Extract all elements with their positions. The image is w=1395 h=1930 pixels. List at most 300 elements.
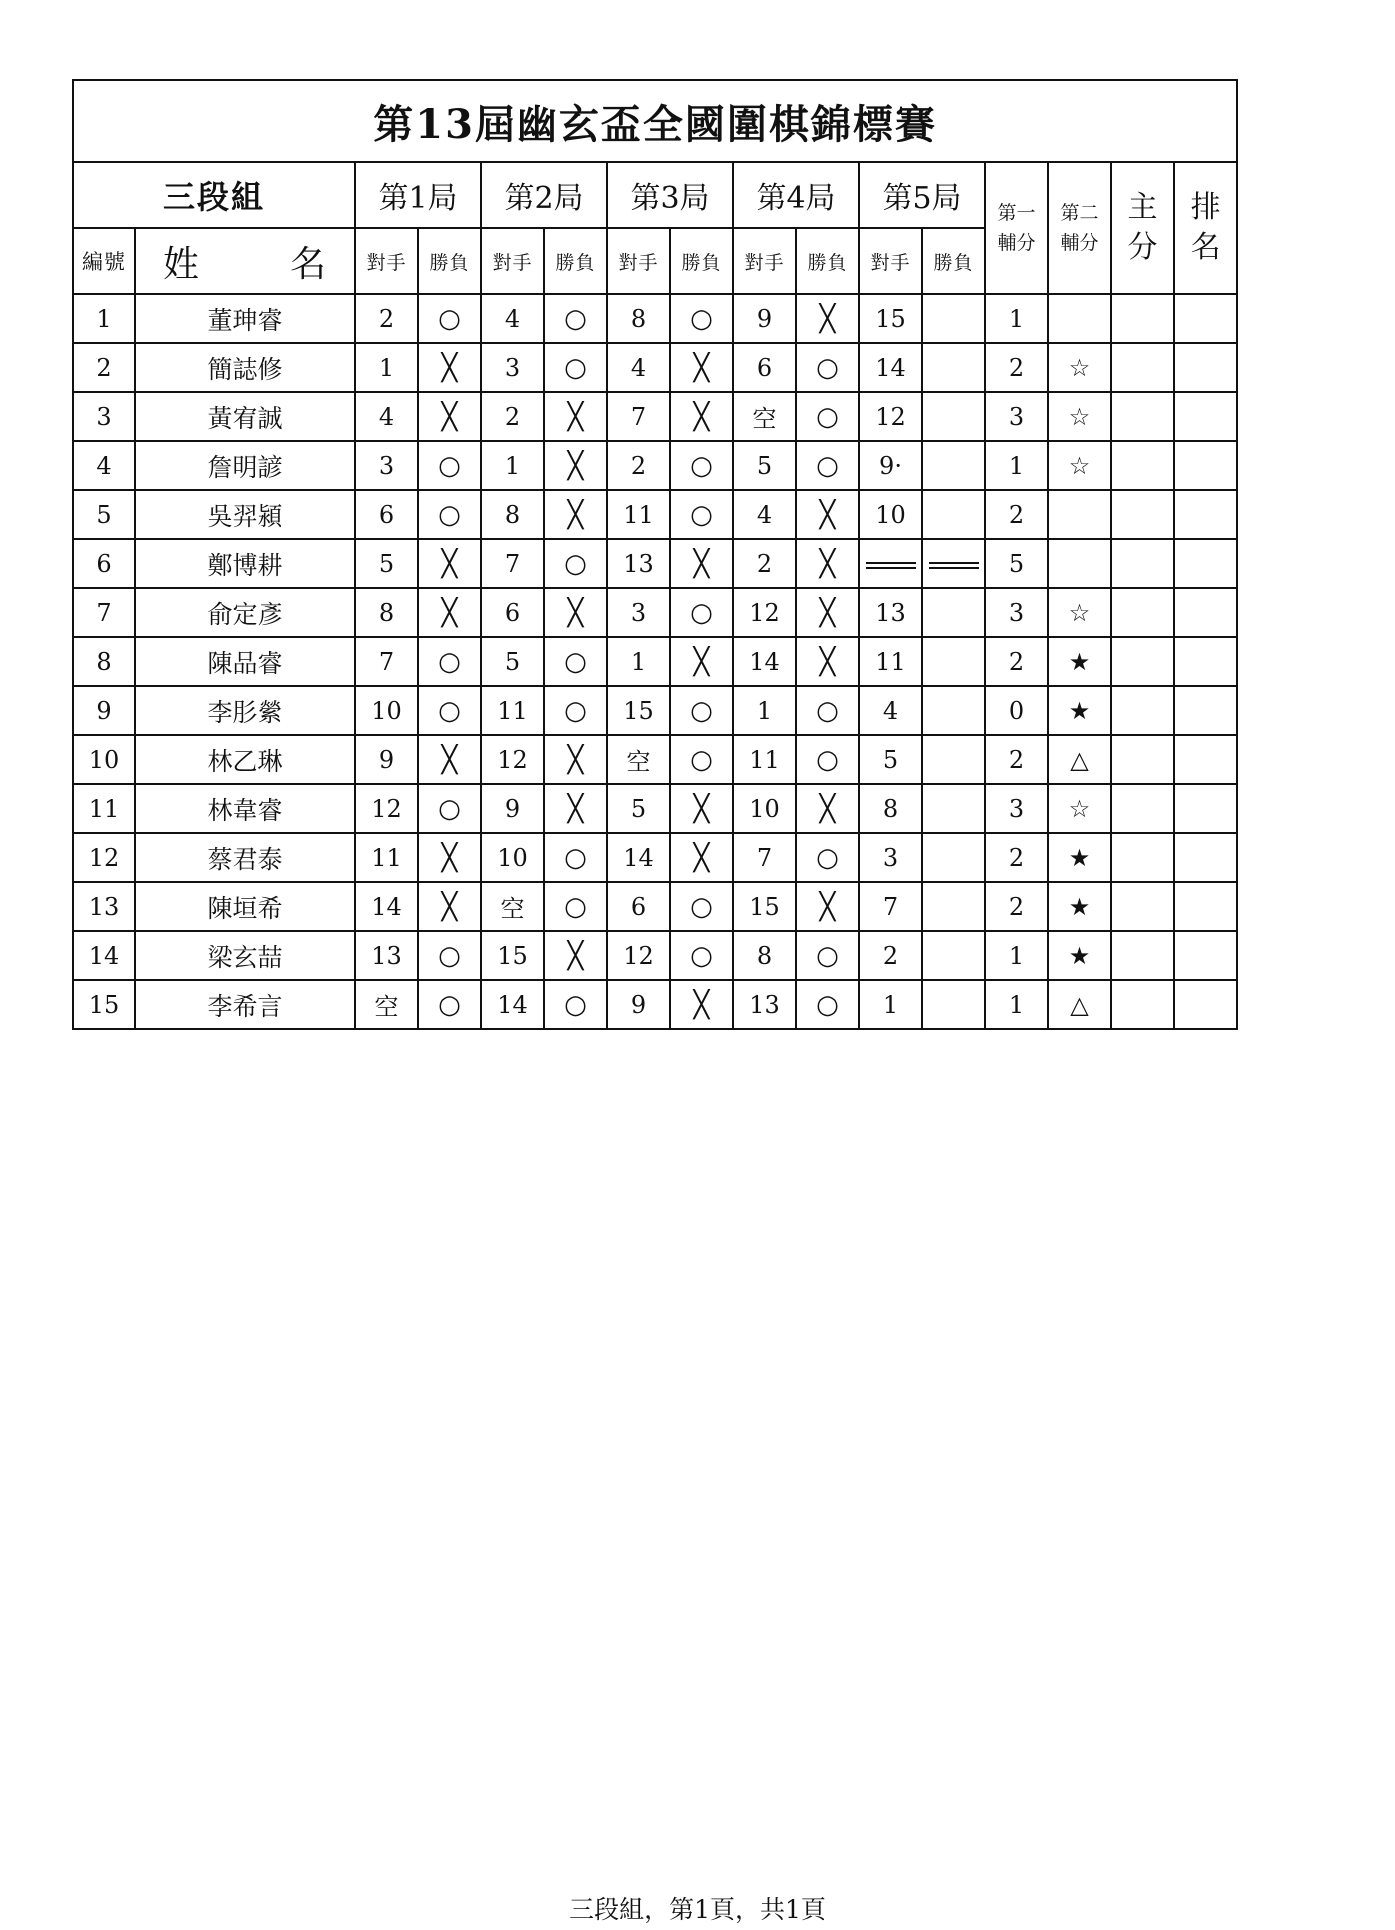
main-score-cell	[1111, 441, 1174, 490]
result-cell	[796, 588, 859, 637]
tiebreak-1-cell: 5	[985, 539, 1048, 588]
opponent-cell: 13	[859, 588, 922, 637]
round-4-header: 第4局	[733, 162, 859, 228]
opponent-cell: 2	[481, 392, 544, 441]
opponent-cell: 9	[607, 980, 670, 1029]
double-line-mark	[929, 562, 979, 569]
player-name: 李肜縈	[135, 686, 355, 735]
opponent-cell: 8	[481, 490, 544, 539]
opponent-cell: 4	[355, 392, 418, 441]
result-cell	[796, 784, 859, 833]
tiebreak-1-cell: 3	[985, 588, 1048, 637]
rank-cell	[1174, 980, 1237, 1029]
rank-cell	[1174, 539, 1237, 588]
result-header: 勝負	[544, 228, 607, 294]
opponent-cell: 1	[355, 343, 418, 392]
opponent-cell: 10	[355, 686, 418, 735]
number-column-header: 編號	[73, 228, 135, 294]
result-cell	[796, 343, 859, 392]
tiebreak-1-cell: 2	[985, 882, 1048, 931]
rank-cell	[1174, 343, 1237, 392]
win-circle-icon: ○	[438, 695, 461, 726]
rank-cell	[1174, 588, 1237, 637]
opponent-header: 對手	[355, 228, 418, 294]
opponent-cell: 13	[733, 980, 796, 1029]
win-circle-icon: ○	[438, 793, 461, 824]
player-row	[73, 343, 1237, 392]
loss-cross-icon: ╳	[441, 842, 458, 873]
result-cell	[418, 637, 481, 686]
player-row	[73, 686, 1237, 735]
main-score-cell	[1111, 343, 1174, 392]
opponent-cell: 3	[607, 588, 670, 637]
opponent-cell: 4	[481, 294, 544, 343]
tiebreak-1-cell: 2	[985, 833, 1048, 882]
player-number: 1	[73, 294, 135, 343]
win-circle-icon: ○	[438, 450, 461, 481]
player-number: 11	[73, 784, 135, 833]
name-label-2: 名	[290, 243, 328, 285]
opponent-cell: 15	[859, 294, 922, 343]
opponent-cell: 2	[859, 931, 922, 980]
player-number: 15	[73, 980, 135, 1029]
player-number: 7	[73, 588, 135, 637]
opponent-header: 對手	[481, 228, 544, 294]
main-score-cell	[1111, 392, 1174, 441]
tiebreak-2-cell: ★	[1048, 637, 1111, 686]
result-cell	[544, 343, 607, 392]
opponent-cell: 2	[355, 294, 418, 343]
player-name: 簡誌修	[135, 343, 355, 392]
tiebreak-2-cell: ☆	[1048, 784, 1111, 833]
loss-cross-icon: ╳	[693, 842, 710, 873]
round-5-header: 第5局	[859, 162, 985, 228]
loss-cross-icon: ╳	[567, 940, 584, 971]
opponent-cell: 3	[355, 441, 418, 490]
opponent-cell-dash	[859, 539, 922, 588]
opponent-cell: 1	[481, 441, 544, 490]
result-cell	[922, 392, 985, 441]
tiebreak-1-cell: 2	[985, 735, 1048, 784]
player-name: 梁玄喆	[135, 931, 355, 980]
loss-cross-icon: ╳	[693, 646, 710, 677]
result-cell	[544, 686, 607, 735]
loss-cross-icon: ╳	[819, 793, 836, 824]
main-score-cell	[1111, 735, 1174, 784]
player-row	[73, 882, 1237, 931]
player-number: 8	[73, 637, 135, 686]
win-circle-icon: ○	[564, 695, 587, 726]
win-circle-icon: ○	[690, 695, 713, 726]
result-cell	[670, 392, 733, 441]
result-cell	[418, 784, 481, 833]
main-score-cell	[1111, 588, 1174, 637]
player-number: 3	[73, 392, 135, 441]
opponent-cell: 4	[859, 686, 922, 735]
player-number: 6	[73, 539, 135, 588]
rank-cell	[1174, 735, 1237, 784]
player-number: 2	[73, 343, 135, 392]
result-header: 勝負	[418, 228, 481, 294]
result-cell	[544, 392, 607, 441]
main-score-cell	[1111, 490, 1174, 539]
name-label-1: 姓	[162, 243, 200, 285]
result-cell	[418, 735, 481, 784]
opponent-cell: 9·	[859, 441, 922, 490]
opponent-cell: 7	[481, 539, 544, 588]
opponent-cell: 9	[481, 784, 544, 833]
opponent-cell: 5	[859, 735, 922, 784]
loss-cross-icon: ╳	[819, 646, 836, 677]
win-circle-icon: ○	[564, 989, 587, 1020]
opponent-cell: 7	[733, 833, 796, 882]
player-number: 4	[73, 441, 135, 490]
result-cell	[670, 784, 733, 833]
tiebreak-1-cell: 1	[985, 980, 1048, 1029]
tiebreak-2-header	[1048, 162, 1111, 294]
player-row	[73, 980, 1237, 1029]
tiebreak-2-cell: ☆	[1048, 392, 1111, 441]
opponent-cell: 10	[481, 833, 544, 882]
loss-cross-icon: ╳	[441, 352, 458, 383]
player-row	[73, 588, 1237, 637]
tiebreak-1-cell: 1	[985, 441, 1048, 490]
opponent-cell: 8	[607, 294, 670, 343]
result-cell	[418, 294, 481, 343]
tiebreak-1-cell: 0	[985, 686, 1048, 735]
tiebreak-2-cell: ★	[1048, 882, 1111, 931]
opponent-cell: 空	[733, 392, 796, 441]
double-line-mark	[866, 562, 916, 569]
player-number: 12	[73, 833, 135, 882]
result-cell	[796, 833, 859, 882]
result-cell	[922, 882, 985, 931]
opponent-cell: 5	[355, 539, 418, 588]
result-cell	[670, 588, 733, 637]
result-header: 勝負	[796, 228, 859, 294]
result-cell	[670, 490, 733, 539]
win-circle-icon: ○	[564, 303, 587, 334]
result-cell	[922, 294, 985, 343]
player-row	[73, 392, 1237, 441]
loss-cross-icon: ╳	[819, 891, 836, 922]
tiebreak-2-cell: ★	[1048, 931, 1111, 980]
loss-cross-icon: ╳	[441, 548, 458, 579]
result-cell	[670, 539, 733, 588]
main-score-line-2: 分	[1127, 230, 1158, 265]
opponent-cell: 2	[733, 539, 796, 588]
player-row	[73, 490, 1237, 539]
main-score-cell	[1111, 294, 1174, 343]
result-cell	[922, 490, 985, 539]
opponent-cell: 11	[607, 490, 670, 539]
round-3-header: 第3局	[607, 162, 733, 228]
win-circle-icon: ○	[816, 744, 839, 775]
result-cell	[418, 686, 481, 735]
opponent-cell: 9	[733, 294, 796, 343]
result-cell	[922, 980, 985, 1029]
result-cell	[544, 441, 607, 490]
rank-cell	[1174, 882, 1237, 931]
loss-cross-icon: ╳	[693, 793, 710, 824]
player-number: 14	[73, 931, 135, 980]
result-cell	[922, 441, 985, 490]
loss-cross-icon: ╳	[567, 793, 584, 824]
result-cell	[922, 931, 985, 980]
opponent-cell: 1	[733, 686, 796, 735]
opponent-cell: 14	[355, 882, 418, 931]
opponent-cell: 11	[859, 637, 922, 686]
main-score-cell	[1111, 539, 1174, 588]
win-circle-icon: ○	[438, 303, 461, 334]
win-circle-icon: ○	[564, 548, 587, 579]
opponent-cell: 12	[481, 735, 544, 784]
player-name: 陳品睿	[135, 637, 355, 686]
opponent-cell: 1	[859, 980, 922, 1029]
opponent-cell: 12	[607, 931, 670, 980]
tiebreak-2-cell: ★	[1048, 833, 1111, 882]
result-cell	[922, 343, 985, 392]
player-row	[73, 931, 1237, 980]
result-cell	[796, 441, 859, 490]
win-circle-icon: ○	[690, 940, 713, 971]
result-cell	[418, 833, 481, 882]
round-1-header: 第1局	[355, 162, 481, 228]
rank-line-2: 名	[1190, 230, 1221, 265]
loss-cross-icon: ╳	[441, 891, 458, 922]
win-circle-icon: ○	[564, 891, 587, 922]
win-circle-icon: ○	[690, 597, 713, 628]
result-cell	[796, 490, 859, 539]
opponent-cell: 1	[607, 637, 670, 686]
opponent-cell: 5	[733, 441, 796, 490]
result-cell	[544, 588, 607, 637]
rank-cell	[1174, 784, 1237, 833]
tiebreak-1-cell: 2	[985, 343, 1048, 392]
result-cell	[796, 637, 859, 686]
tiebreak-2-cell: △	[1048, 735, 1111, 784]
result-cell	[418, 980, 481, 1029]
main-score-cell	[1111, 833, 1174, 882]
player-name: 黃宥誠	[135, 392, 355, 441]
opponent-cell: 6	[607, 882, 670, 931]
win-circle-icon: ○	[690, 891, 713, 922]
loss-cross-icon: ╳	[819, 597, 836, 628]
loss-cross-icon: ╳	[567, 450, 584, 481]
rank-cell	[1174, 490, 1237, 539]
loss-cross-icon: ╳	[819, 548, 836, 579]
result-cell	[418, 539, 481, 588]
result-header: 勝負	[922, 228, 985, 294]
rank-line-1: 排	[1190, 190, 1221, 225]
opponent-cell: 6	[733, 343, 796, 392]
result-cell	[544, 980, 607, 1029]
opponent-cell: 6	[481, 588, 544, 637]
result-cell	[670, 882, 733, 931]
player-number: 10	[73, 735, 135, 784]
group-name: 三段組	[73, 162, 355, 228]
rank-cell	[1174, 637, 1237, 686]
opponent-cell: 4	[733, 490, 796, 539]
result-cell	[418, 588, 481, 637]
win-circle-icon: ○	[564, 352, 587, 383]
opponent-cell: 空	[481, 882, 544, 931]
result-cell	[670, 931, 733, 980]
name-column-header	[135, 228, 355, 294]
player-name: 俞定彥	[135, 588, 355, 637]
result-cell-dash	[922, 539, 985, 588]
loss-cross-icon: ╳	[441, 401, 458, 432]
opponent-cell: 14	[859, 343, 922, 392]
loss-cross-icon: ╳	[567, 401, 584, 432]
tiebreak-2-cell	[1048, 294, 1111, 343]
opponent-cell: 6	[355, 490, 418, 539]
win-circle-icon: ○	[438, 940, 461, 971]
loss-cross-icon: ╳	[693, 401, 710, 432]
win-circle-icon: ○	[690, 303, 713, 334]
result-cell	[922, 735, 985, 784]
rank-cell	[1174, 392, 1237, 441]
opponent-cell: 12	[355, 784, 418, 833]
tiebreak-1-cell: 1	[985, 931, 1048, 980]
opponent-cell: 15	[733, 882, 796, 931]
tiebreak-2-cell	[1048, 539, 1111, 588]
result-cell	[796, 882, 859, 931]
result-cell	[922, 833, 985, 882]
tiebreak-2-line-2: 輔分	[1060, 232, 1099, 254]
win-circle-icon: ○	[438, 646, 461, 677]
result-cell	[922, 784, 985, 833]
player-row	[73, 735, 1237, 784]
loss-cross-icon: ╳	[567, 744, 584, 775]
player-name: 陳垣希	[135, 882, 355, 931]
win-circle-icon: ○	[690, 744, 713, 775]
opponent-cell: 14	[733, 637, 796, 686]
result-cell	[418, 882, 481, 931]
result-cell	[670, 686, 733, 735]
player-name: 董珅睿	[135, 294, 355, 343]
result-cell	[670, 637, 733, 686]
result-cell	[544, 735, 607, 784]
main-score-header	[1111, 162, 1174, 294]
result-cell	[418, 343, 481, 392]
opponent-header: 對手	[859, 228, 922, 294]
loss-cross-icon: ╳	[441, 744, 458, 775]
result-cell	[670, 833, 733, 882]
opponent-cell: 5	[481, 637, 544, 686]
tiebreak-2-cell: △	[1048, 980, 1111, 1029]
opponent-cell: 13	[607, 539, 670, 588]
opponent-cell: 12	[859, 392, 922, 441]
loss-cross-icon: ╳	[819, 499, 836, 530]
result-cell	[796, 539, 859, 588]
player-row	[73, 637, 1237, 686]
opponent-cell: 空	[355, 980, 418, 1029]
result-cell	[796, 735, 859, 784]
player-number: 9	[73, 686, 135, 735]
result-cell	[418, 392, 481, 441]
tiebreak-1-line-1: 第一	[997, 202, 1036, 224]
result-cell	[922, 637, 985, 686]
loss-cross-icon: ╳	[819, 303, 836, 334]
loss-cross-icon: ╳	[693, 989, 710, 1020]
player-name: 林韋睿	[135, 784, 355, 833]
result-cell	[796, 294, 859, 343]
result-cell	[796, 931, 859, 980]
win-circle-icon: ○	[816, 450, 839, 481]
loss-cross-icon: ╳	[693, 548, 710, 579]
opponent-cell: 8	[355, 588, 418, 637]
opponent-cell: 7	[607, 392, 670, 441]
tiebreak-1-cell: 2	[985, 637, 1048, 686]
tournament-title: 第13屆幽玄盃全國圍棋錦標賽	[73, 80, 1237, 162]
result-cell	[670, 735, 733, 784]
player-row	[73, 784, 1237, 833]
result-cell	[796, 392, 859, 441]
result-cell	[922, 588, 985, 637]
win-circle-icon: ○	[816, 842, 839, 873]
win-circle-icon: ○	[816, 695, 839, 726]
opponent-header: 對手	[607, 228, 670, 294]
win-circle-icon: ○	[690, 499, 713, 530]
standings-table	[72, 79, 1238, 1030]
win-circle-icon: ○	[816, 352, 839, 383]
result-cell	[544, 833, 607, 882]
opponent-cell: 3	[859, 833, 922, 882]
loss-cross-icon: ╳	[441, 597, 458, 628]
result-cell	[544, 931, 607, 980]
opponent-cell: 3	[481, 343, 544, 392]
opponent-cell: 11	[355, 833, 418, 882]
result-cell	[544, 637, 607, 686]
tiebreak-2-line-1: 第二	[1060, 202, 1099, 224]
opponent-cell: 12	[733, 588, 796, 637]
player-name: 林乙琳	[135, 735, 355, 784]
result-cell	[418, 490, 481, 539]
tiebreak-2-cell: ★	[1048, 686, 1111, 735]
player-row	[73, 833, 1237, 882]
main-score-cell	[1111, 637, 1174, 686]
result-cell	[796, 980, 859, 1029]
opponent-cell: 10	[859, 490, 922, 539]
rank-cell	[1174, 931, 1237, 980]
opponent-cell: 7	[355, 637, 418, 686]
opponent-cell: 11	[733, 735, 796, 784]
win-circle-icon: ○	[816, 401, 839, 432]
rank-cell	[1174, 441, 1237, 490]
main-score-cell	[1111, 882, 1174, 931]
win-circle-icon: ○	[438, 989, 461, 1020]
opponent-cell: 14	[607, 833, 670, 882]
page-footer-text: 三段組，第1頁，共1頁	[569, 1895, 826, 1924]
result-cell	[796, 686, 859, 735]
win-circle-icon: ○	[816, 940, 839, 971]
player-number: 5	[73, 490, 135, 539]
tiebreak-2-cell	[1048, 490, 1111, 539]
result-cell	[544, 784, 607, 833]
tiebreak-2-cell: ☆	[1048, 441, 1111, 490]
win-circle-icon: ○	[816, 989, 839, 1020]
tiebreak-1-header	[985, 162, 1048, 294]
opponent-cell: 13	[355, 931, 418, 980]
loss-cross-icon: ╳	[567, 597, 584, 628]
opponent-cell: 7	[859, 882, 922, 931]
win-circle-icon: ○	[564, 842, 587, 873]
result-cell	[544, 490, 607, 539]
tiebreak-1-cell: 1	[985, 294, 1048, 343]
opponent-cell: 9	[355, 735, 418, 784]
player-row	[73, 441, 1237, 490]
